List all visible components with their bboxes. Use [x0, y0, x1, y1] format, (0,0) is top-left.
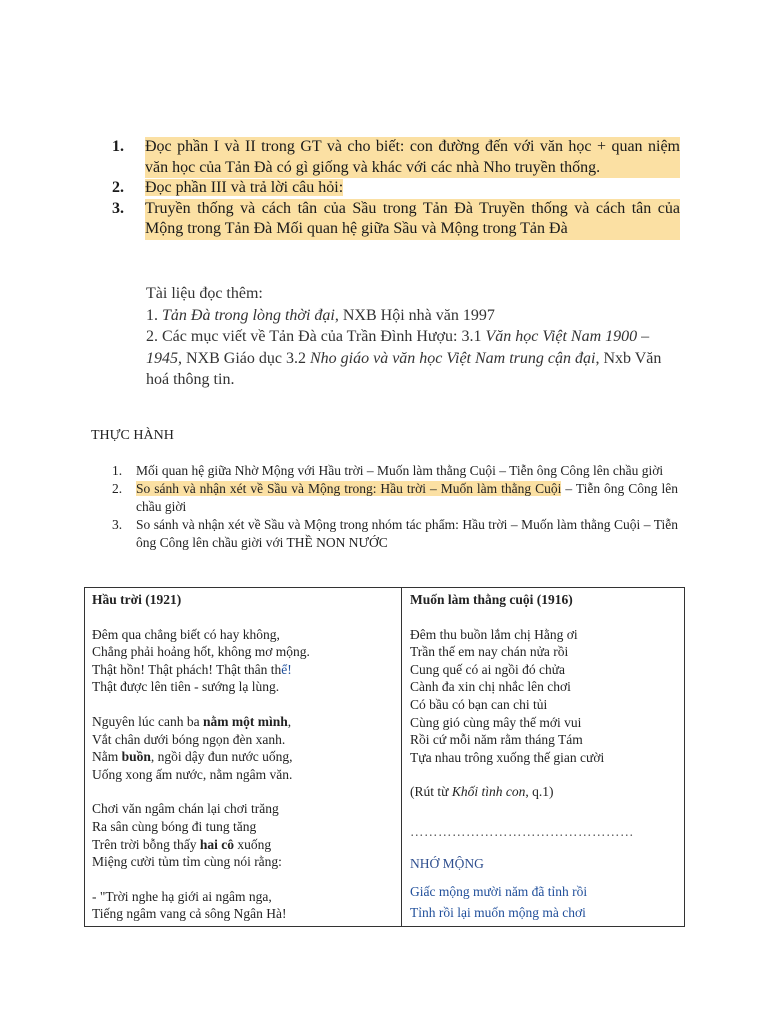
stanza: Đêm qua chẳng biết có hay không, Chẳng phải hoảng hốt, không mơ mộng. Thật hồn! Thật phách! Thật thân thể! Thật được lên tiên - sướng lạ lùng. [92, 626, 310, 695]
practice-heading: THỰC HÀNH [91, 428, 174, 443]
question-list [112, 137, 680, 240]
separator-dots: ………………………………………… [410, 823, 634, 839]
question-text: Đọc phần I và II trong GT và cho biết: con đường đến với văn học + quan niệm văn học của Tản Đà có gì giống và khác với các nhà Nho truyền thống. [145, 137, 680, 178]
question-item [112, 178, 680, 199]
poem-heading: Muốn làm thằng cuội (1916) [410, 592, 573, 607]
practice-item: 2. So sánh và nhận xét về Sầu và Mộng trong: Hầu trời – Muốn làm thằng Cuội – Tiễn ông Công lên chầu giời [112, 481, 678, 514]
stanza: Đêm thu buồn lắm chị Hằng ơi Trần thế em nay chán nửa rồi Cung quế có ai ngồi đó chửa Cành đa xin chị nhắc lên chơi Có bầu có bạn can chi tủi Cùng gió cùng mây thế mới vui Rồi cứ mỗi năm rằm tháng Tám Tựa nhau trông xuống thế gian cười [410, 626, 605, 765]
question-text: Truyền thống và cách tân của Sầu trong Tản Đà Truyền thống và cách tân của Mộng trong Tản Đà Mối quan hệ giữa Sầu và Mộng trong Tản Đà [145, 199, 680, 240]
poem-heading: Hầu trời (1921) [92, 592, 182, 607]
practice-item: 1. Mối quan hệ giữa Nhờ Mộng với Hầu trời – Muốn làm thằng Cuội – Tiễn ông Công lên chầu giời [112, 463, 664, 478]
question-item [112, 137, 680, 178]
poem-source: (Rút từ Khối tình con, q.1) [410, 784, 554, 800]
reading-title: Tài liệu đọc thêm: [146, 285, 263, 302]
question-item [112, 199, 680, 240]
question-number: 2. [112, 179, 124, 196]
second-poem-title: NHỚ MỘNG [410, 855, 484, 871]
reading-item-1: 1. Tản Đà trong lòng thời đại, NXB Hội nhà văn 1997 [146, 306, 495, 324]
stanza: Chơi văn ngâm chán lại chơi trăng Ra sân cùng bóng đi tung tăng Trên trời bỗng thấy hai cô xuống Miệng cười tủm tỉm cùng nói rằng: [92, 801, 282, 870]
question-number: 1. [112, 138, 124, 155]
poem-column-hau-troi [85, 588, 402, 926]
reading-item-2: 2. Các mục viết về Tản Đà của Trần Đình Hượu: 3.1 Văn học Việt Nam 1900 – 1945, NXB Giáo dục 3.2 Nho giáo và văn học Việt Nam trung cận đại, Nxb Văn hoá thông tin. [146, 328, 662, 388]
question-text: Đọc phần III và trả lời câu hỏi: [145, 179, 344, 196]
practice-item: 3. So sánh và nhận xét về Sầu và Mộng trong nhóm tác phẩm: Hầu trời – Muốn làm thằng Cuội – Tiễn ông Công lên chầu giời với THỀ NON NƯỚC [112, 517, 678, 550]
poem-table [84, 587, 685, 927]
stanza: - "Trời nghe hạ giới ai ngâm nga, Tiếng ngâm vang cả sông Ngân Hà! [92, 888, 287, 922]
poem-column-muon-lam-thang-cuoi [402, 588, 684, 926]
stanza: Nguyên lúc canh ba nằm một mình, Vắt chân dưới bóng ngọn đèn xanh. Nằm buồn, ngồi dậy đun nước uống, Uống xong ấm nước, nằm ngâm văn. [92, 713, 293, 782]
question-number: 3. [112, 199, 124, 217]
practice-list [112, 462, 678, 552]
poem-line: Giấc mộng mười năm đã tỉnh rồi [410, 884, 588, 900]
poem-line: Tỉnh rồi lại muốn mộng mà chơi [410, 904, 586, 920]
reading-list [146, 283, 676, 391]
